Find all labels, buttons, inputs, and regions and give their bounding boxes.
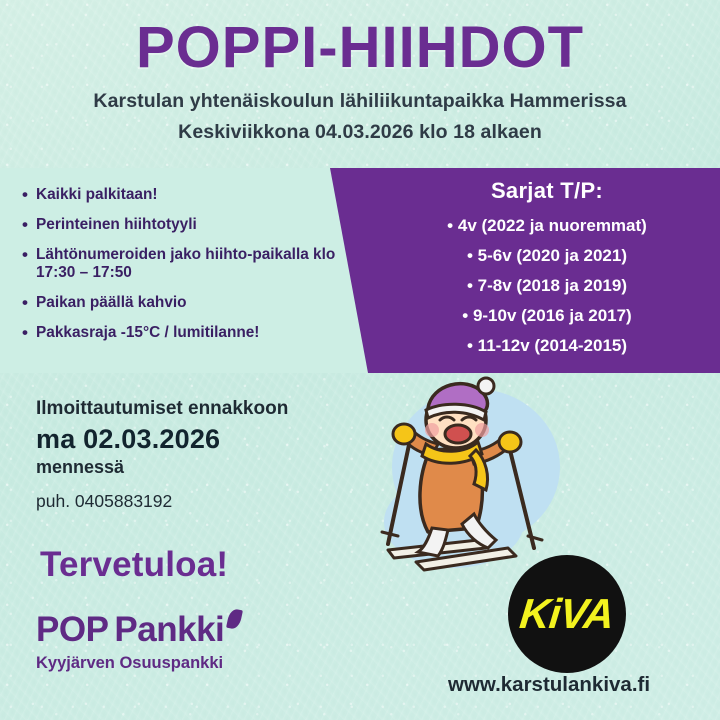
series-title: Sarjat T/P:	[490, 178, 604, 203]
pop-pankki-logo	[36, 612, 241, 673]
event-details-list	[22, 186, 352, 354]
kiva-badge	[508, 555, 626, 673]
website-url[interactable]: www.karstulankiva.fi	[448, 673, 651, 696]
list-item: • 11-12v (2014-2015)	[392, 336, 702, 356]
list-item: • 9-10v (2016 ja 2017)	[392, 306, 702, 326]
header-subtitle-location: Karstulan yhtenäiskoulun lähiliikuntapaikka Hammerissa	[93, 90, 627, 113]
list-item: • Lähtönumeroiden jako hiihto-paikalla klo 17:30 – 17:50	[22, 246, 352, 284]
pop-pankki-pop: POP	[36, 610, 109, 649]
registration-phone: puh. 0405883192	[36, 491, 173, 511]
page-title: POPPI-HIIHDOT	[135, 15, 585, 80]
list-item: • Paikan päällä kahvio	[22, 294, 352, 313]
registration-info	[36, 398, 376, 512]
series-list	[392, 216, 702, 356]
header-subtitle-datetime: Keskiviikkona 04.03.2026 klo 18 alkaen	[178, 121, 542, 144]
list-item: • Kaikki palkitaan!	[22, 186, 352, 205]
list-item: • 4v (2022 ja nuoremmat)	[392, 216, 702, 236]
pop-pankki-subtitle: Kyyjärven Osuuspankki	[36, 654, 224, 672]
list-item: • 7-8v (2018 ja 2019)	[392, 276, 702, 296]
kiva-badge-label: KiVA	[517, 590, 617, 637]
poster-header	[0, 0, 720, 144]
list-item: • Perinteinen hiihtotyyli	[22, 216, 352, 235]
registration-deadline-suffix: mennessä	[36, 457, 125, 477]
list-item: • Pakkasraja -15°C / lumitilanne!	[22, 324, 352, 343]
registration-deadline-date: ma 02.03.2026	[36, 424, 221, 454]
list-item: • 5-6v (2020 ja 2021)	[392, 246, 702, 266]
welcome-text: Tervetuloa!	[40, 545, 229, 584]
series-panel	[392, 178, 702, 366]
registration-label: Ilmoittautumiset ennakkoon	[36, 398, 289, 419]
leaf-icon	[226, 608, 243, 630]
pop-pankki-wordmark	[36, 612, 241, 647]
pop-pankki-pankki: Pankki	[114, 610, 225, 649]
